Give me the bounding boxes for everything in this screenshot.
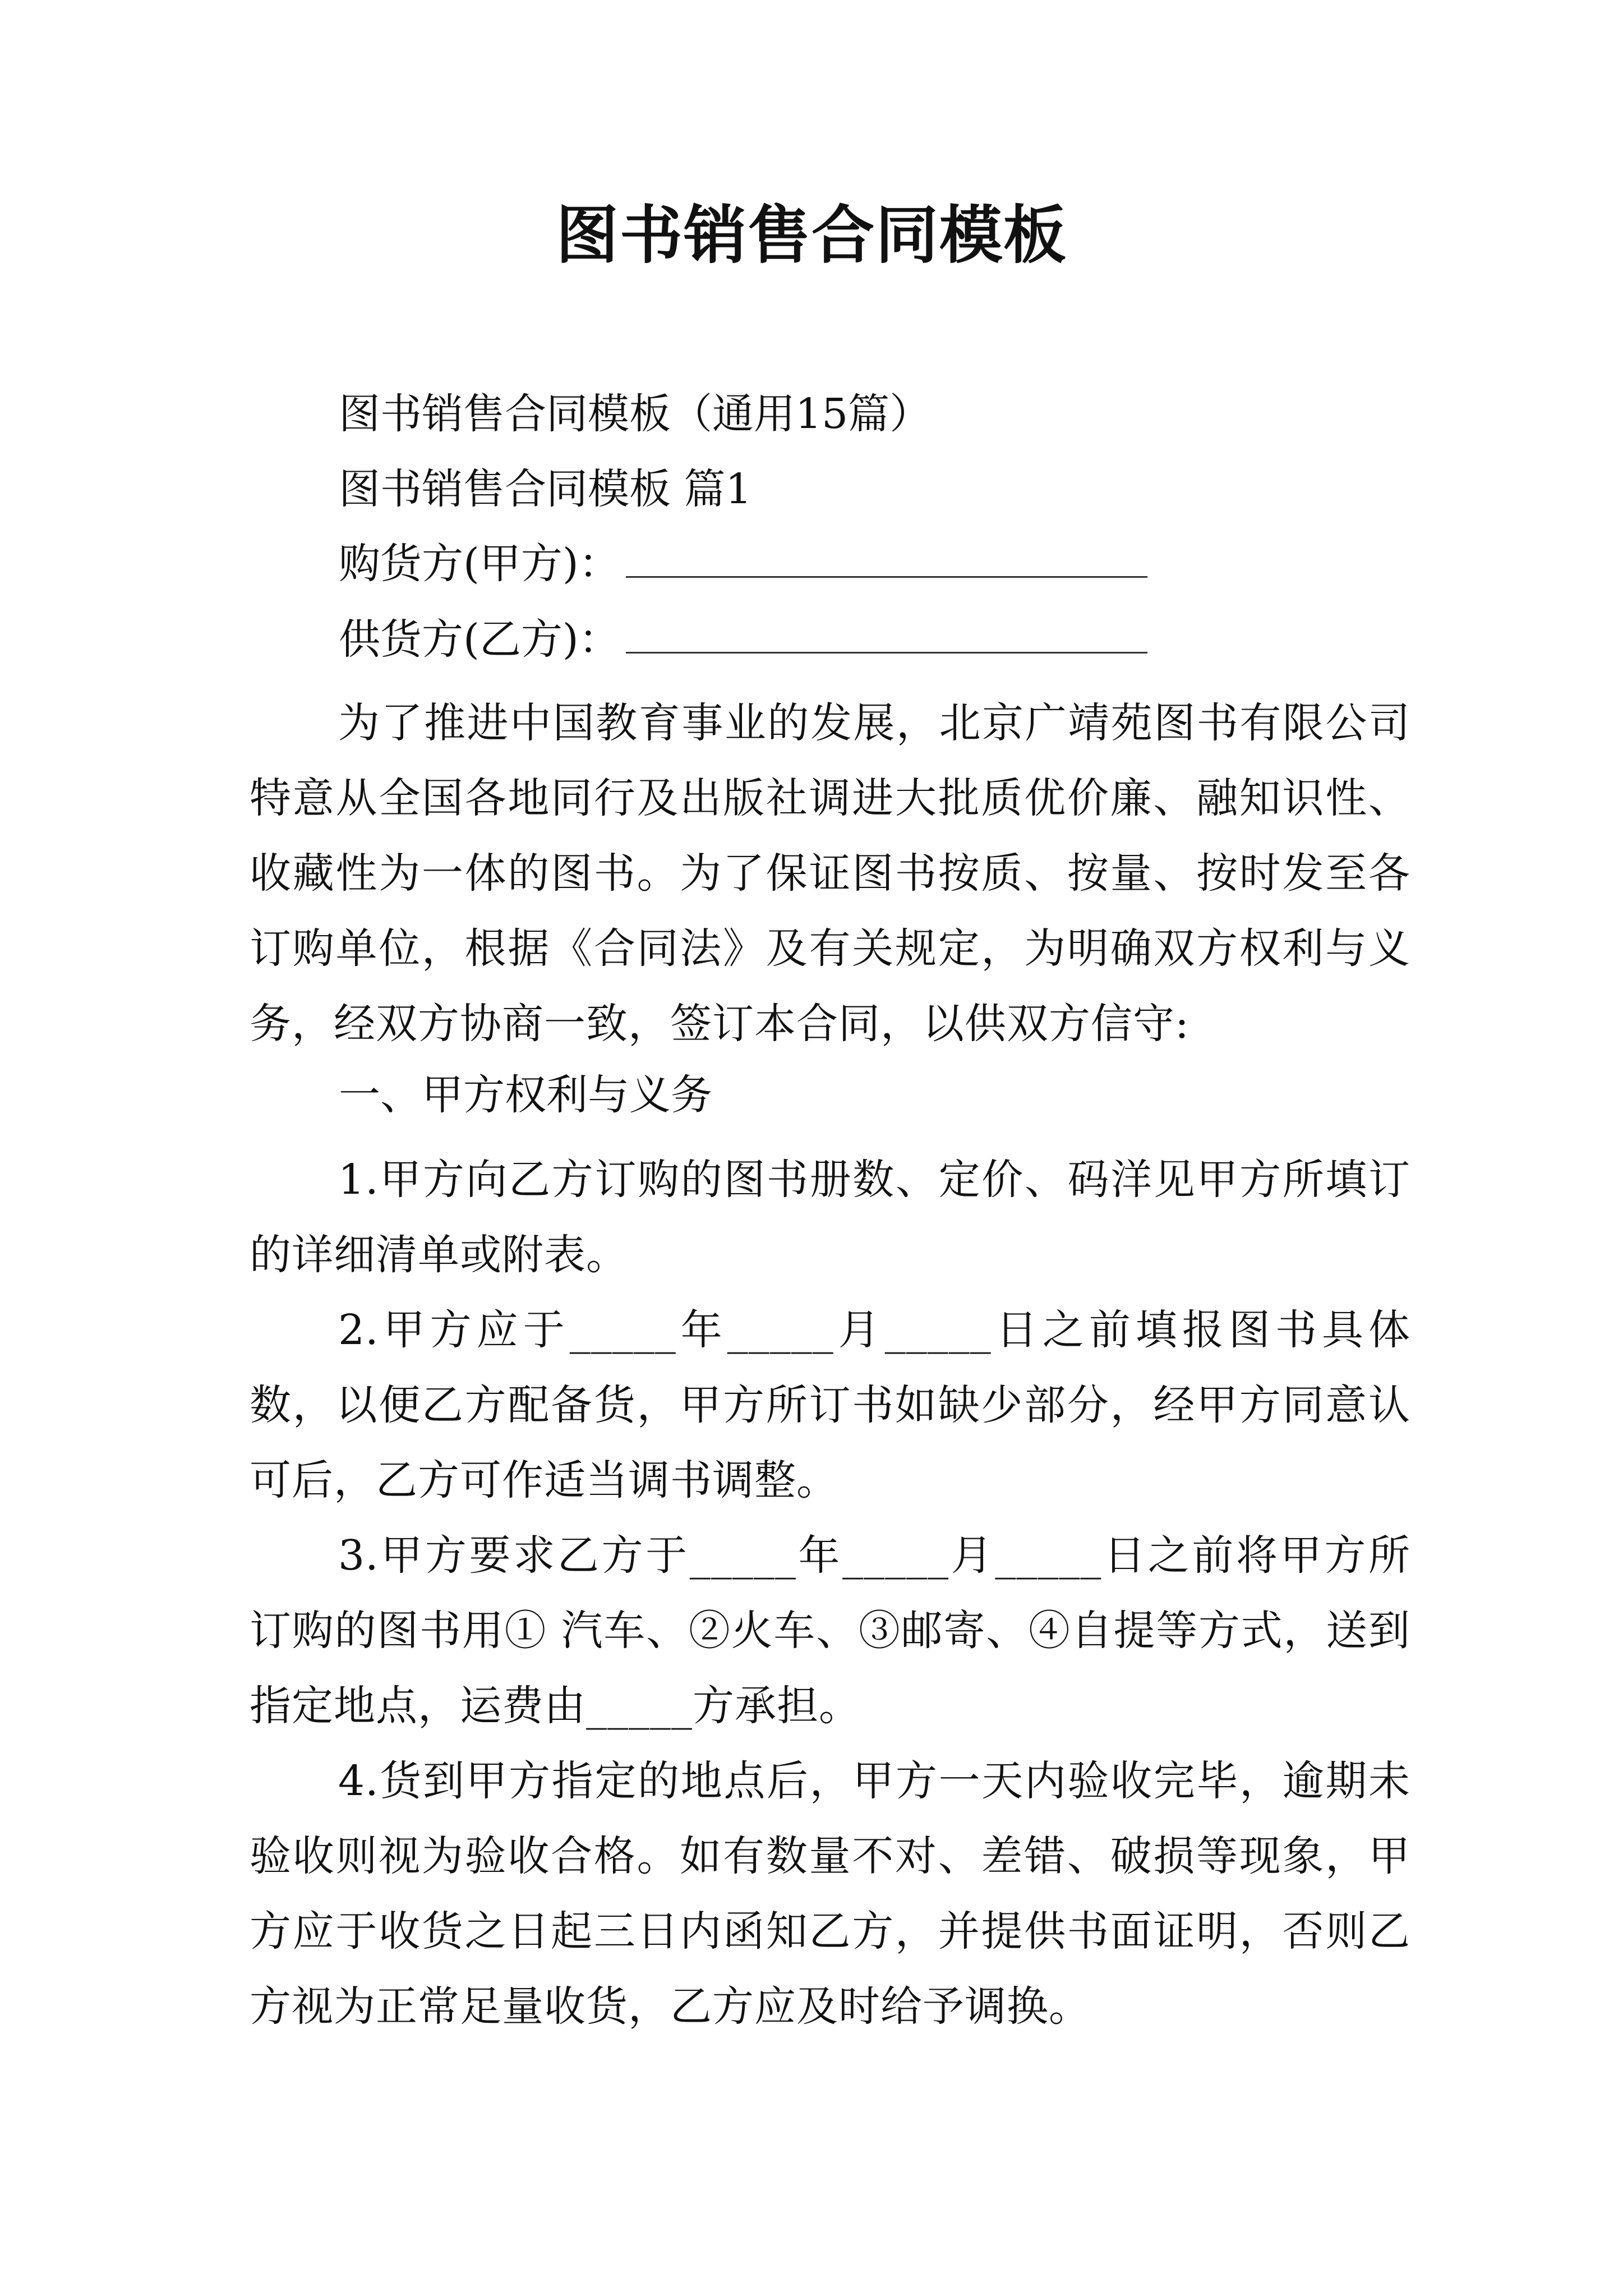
- part-one-heading: 一、甲方权利与义务: [339, 1071, 712, 1119]
- clause-4: 4.货到甲方指定的地点后，甲方一天内验收完毕，逾期未验收则视为验收合格。如有数量不对、差错、破损等现象，甲方应于收货之日起三日内函知乙方，并提供书面证明，否则乙方视为正常足量收货，乙方应及时给予调换。: [250, 1757, 1410, 2031]
- seller-field-row: [339, 611, 1147, 668]
- buyer-label: 购货方(甲方)：: [339, 540, 620, 588]
- buyer-blank-line: [626, 541, 1147, 578]
- seller-label: 供货方(乙方)：: [339, 615, 620, 664]
- clause-3: 3.甲方要求乙方于_____年_____月_____日之前将甲方所订购的图书用① 汽车、②火车、③邮寄、④自提等方式，送到指定地点，运费由_____方承担。: [250, 1531, 1410, 1730]
- document-subtitle: 图书销售合同模板（通用15篇）: [339, 390, 932, 438]
- clause-2: 2.甲方应于_____年_____月_____日之前填报图书具体数，以便乙方配备货，甲方所订书如缺少部分，经甲方同意认可后，乙方可作适当调书调整。: [250, 1306, 1410, 1504]
- intro-paragraph: 为了推进中国教育事业的发展，北京广靖苑图书有限公司特意从全国各地同行及出版社调进大批质优价廉、融知识性、收藏性为一体的图书。为了保证图书按质、按量、按时发至各订购单位，根据《合同法》及有关规定，为明确双方权利与义务，经双方协商一致，签订本合同，以供双方信守:: [250, 699, 1410, 1048]
- buyer-field-row: [339, 536, 1147, 592]
- section-heading: 图书销售合同模板 篇1: [339, 465, 752, 513]
- seller-blank-line: [626, 617, 1147, 654]
- document-title: 图书销售合同模板: [556, 199, 1067, 272]
- clause-1: 1.甲方向乙方订购的图书册数、定价、码洋见甲方所填订的详细清单或附表。: [250, 1156, 1410, 1279]
